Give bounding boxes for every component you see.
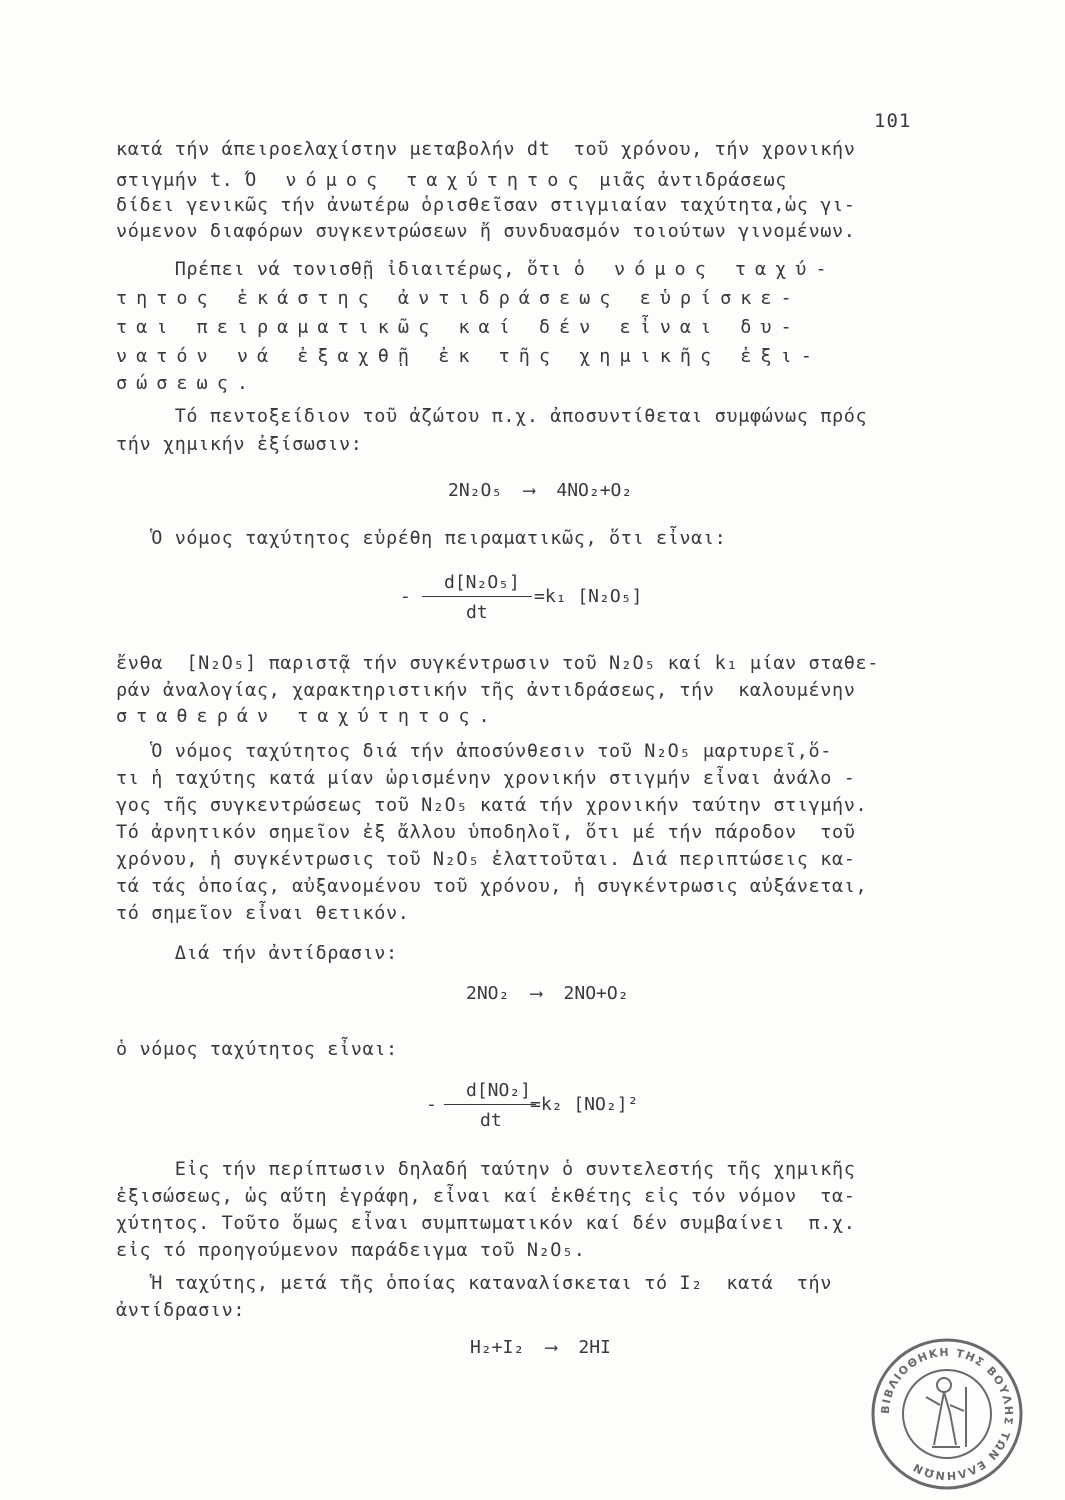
chemical-equation: H₂+I₂ ⟶ 2HI	[470, 1337, 611, 1358]
rate-law-equation	[426, 1080, 686, 1140]
text-line: Τό ἀρνητικόν σημεῖον ἐξ ἄλλου ὑποδηλοῖ, ὅτι μέ τήν πάροδον τοῦ	[116, 822, 856, 843]
fraction-denominator: dt	[480, 1110, 502, 1131]
chemical-equation: 2N₂O₅ ⟶ 4NO₂+O₂	[448, 480, 633, 501]
rate-law-rhs: =k₂ [NO₂]²	[530, 1094, 639, 1115]
text-line: τήν χημικήν ἐξίσωσιν:	[116, 434, 363, 455]
text-line: ἐξισώσεως, ὡς αὕτη ἐγράφη, εἶναι καί ἐκθέτης εἰς τόν νόμον τα-	[116, 1186, 856, 1207]
emphasized-line: ται πειραματικῶς καί δέν εἶναι δυ-	[116, 317, 801, 338]
text-line: ἔνθα [N₂O₅] παριστᾷ τήν συγκέντρωσιν τοῦ N₂O₅ καί k₁ μίαν σταθε-	[116, 653, 879, 674]
fraction-numerator: d[N₂O₅]	[444, 572, 520, 593]
text-line	[116, 169, 936, 193]
text-line: τά τάς ὁποίας, αὐξανομένου τοῦ χρόνου, ἡ συγκέντρωσις αὐξάνεται,	[116, 876, 868, 897]
fraction-bar	[444, 1104, 536, 1105]
minus-sign: -	[400, 586, 411, 607]
text-line: Διά τήν ἀντίδρασιν:	[116, 943, 398, 964]
emphasized-term: ὁ νόμος ταχύ-	[573, 259, 836, 280]
text-fragment: στιγμήν t.	[116, 170, 246, 191]
text-line: κατά τήν άπειροελαχίστην μεταβολήν dt τοῦ χρόνου, τήν χρονικήν	[116, 139, 856, 160]
text-line: τι ἡ ταχύτης κατά μίαν ὡρισμένην χρονικήν στιγμήν εἶναι ἀνάλο -	[116, 768, 856, 789]
rate-law-equation	[400, 572, 660, 632]
text-fragment: μιᾶς ἀντιδράσεως	[587, 170, 788, 191]
text-line: ράν ἀναλογίας, χαρακτηριστικήν τῆς ἀντιδράσεως, τήν καλουμένην	[116, 680, 856, 701]
text-line: χύτητος. Τοῦτο ὅμως εἶναι συμπτωματικόν καί δέν συμβαίνει π.χ.	[116, 1213, 856, 1234]
emphasized-line: σώσεως.	[116, 373, 257, 394]
stamp-text: ΒΙΒΛΙΟΘΗΚΗ ΤΗΣ ΒΟΥΛΗΣ ΤΩΝ ΕΛΛΗΝΩΝ	[878, 1345, 1016, 1483]
emphasized-line: σταθεράν ταχύτητος.	[116, 706, 499, 727]
chemical-equation: 2NO₂ ⟶ 2NO+O₂	[466, 983, 629, 1004]
text-line	[116, 258, 936, 282]
text-line: Ὁ νόμος ταχύτητος εὑρέθη πειραματικῶς, ὅτι εἶναι:	[116, 528, 727, 549]
text-line: νόμενον διαφόρων συγκεντρώσεων ἤ συνδυασμόν τοιούτων γινομένων.	[116, 221, 856, 242]
page-number: 101	[874, 110, 912, 132]
text-line: χρόνου, ἡ συγκέντρωσις τοῦ N₂O₅ ἐλαττοῦται. Διά περιπτώσεις κα-	[116, 849, 856, 870]
svg-text:ΒΙΒΛΙΟΘΗΚΗ ΤΗΣ ΒΟΥΛΗΣ ΤΩΝ ΕΛΛΗ	[879, 1346, 1015, 1482]
athena-figure-icon	[926, 1378, 966, 1447]
text-line: εἰς τό προηγούμενον παράδειγμα τοῦ N₂O₅.	[116, 1240, 586, 1261]
text-fragment: Πρέπει νά τονισθῇ ἰδιαιτέρως, ὅτι	[116, 259, 574, 280]
text-line: ἀντίδρασιν:	[116, 1300, 246, 1321]
text-line: Ὁ νόμος ταχύτητος διά τήν ἀποσύνθεσιν τοῦ N₂O₅ μαρτυρεῖ,ὅ-	[116, 741, 833, 762]
fraction-numerator: d[NO₂]	[466, 1080, 532, 1101]
minus-sign: -	[426, 1094, 437, 1115]
text-line: γος τῆς συγκεντρώσεως τοῦ N₂O₅ κατά τήν χρονικήν ταύτην στιγμήν.	[116, 795, 868, 816]
rate-law-rhs: =k₁ [N₂O₅]	[534, 586, 643, 607]
text-line: Ἡ ταχύτης, μετά τῆς ὁποίας καταναλίσκεται τό I₂ κατά τήν	[116, 1273, 833, 1294]
fraction-denominator: dt	[466, 602, 488, 623]
text-line: δίδει γενικῶς τήν ἀνωτέρω ὁρισθεῖσαν στιγμιαίαν ταχύτητα,ὡς γι-	[116, 195, 856, 216]
text-line: Εἰς τήν περίπτωσιν δηλαδή ταύτην ὁ συντελεστής τῆς χημικῆς	[116, 1159, 856, 1180]
library-stamp-icon	[868, 1335, 1026, 1493]
text-line: ὁ νόμος ταχύτητος εἶναι:	[116, 1039, 398, 1060]
emphasized-term: Ό νόμος ταχύτητος	[245, 170, 588, 191]
emphasized-line: τητος ἑκάστης ἀντιδράσεως εὑρίσκε-	[116, 288, 801, 309]
fraction-bar	[422, 596, 532, 597]
emphasized-line: νατόν νά ἐξαχθῇ ἐκ τῆς χημικῆς ἐξι-	[116, 346, 821, 367]
text-line: Τό πεντοξείδιον τοῦ ἀζώτου π.χ. ἀποσυντίθεται συμφώνως πρός	[116, 406, 868, 427]
text-line: τό σημεῖον εἶναι θετικόν.	[116, 903, 410, 924]
